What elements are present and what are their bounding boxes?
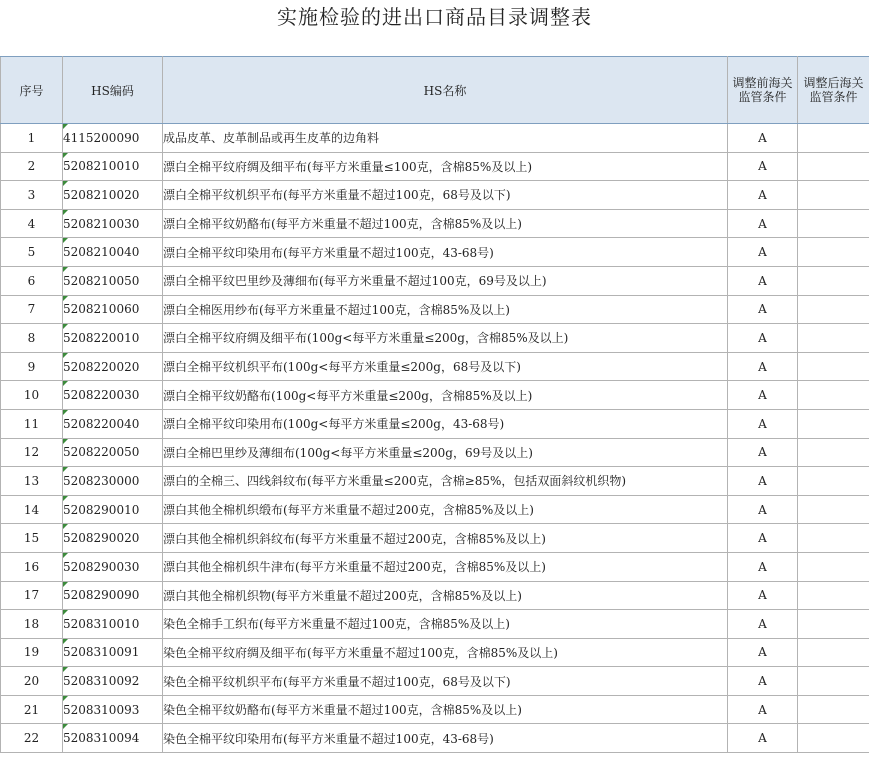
cell-before-condition[interactable]: A xyxy=(728,524,798,553)
cell-before-condition[interactable]: A xyxy=(728,610,798,639)
table-row xyxy=(1,381,869,410)
header-row xyxy=(1,57,869,124)
cell-hs-name[interactable]: 染色全棉平纹奶酪布(每平方米重量不超过100克，含棉85%及以上) xyxy=(163,695,728,724)
cell-hs-name[interactable]: 染色全棉平纹印染用布(每平方米重量不超过100克，43-68号) xyxy=(163,724,728,753)
table-row xyxy=(1,124,869,153)
cell-hs-code[interactable]: 5208230000 xyxy=(63,467,163,496)
cell-no[interactable]: 16 xyxy=(1,552,63,581)
table-row xyxy=(1,524,869,553)
cell-hs-name[interactable]: 漂白全棉平纹府绸及细平布(100g<每平方米重量≤200g，含棉85%及以上) xyxy=(163,324,728,353)
cell-before-condition[interactable]: A xyxy=(728,724,798,753)
cell-no[interactable]: 21 xyxy=(1,695,63,724)
cell-after-condition[interactable] xyxy=(798,495,869,524)
cell-after-condition[interactable] xyxy=(798,295,869,324)
cell-before-condition[interactable]: A xyxy=(728,324,798,353)
catalog-table xyxy=(0,56,869,753)
cell-before-condition[interactable]: A xyxy=(728,238,798,267)
cell-hs-name[interactable]: 成品皮革、皮革制品或再生皮革的边角料 xyxy=(163,124,728,153)
cell-after-condition[interactable] xyxy=(798,610,869,639)
table-row xyxy=(1,638,869,667)
cell-hs-code[interactable]: 5208210030 xyxy=(63,209,163,238)
cell-hs-name[interactable]: 漂白其他全棉机织物(每平方米重量不超过200克，含棉85%及以上) xyxy=(163,581,728,610)
cell-hs-code[interactable]: 5208290010 xyxy=(63,495,163,524)
cell-no[interactable]: 19 xyxy=(1,638,63,667)
cell-no[interactable]: 17 xyxy=(1,581,63,610)
header-after-condition[interactable]: 调整后海关监管条件 xyxy=(798,57,869,124)
cell-hs-name[interactable]: 漂白全棉平纹巴里纱及薄细布(每平方米重量不超过100克，69号及以上) xyxy=(163,266,728,295)
cell-no[interactable]: 10 xyxy=(1,381,63,410)
table-row xyxy=(1,695,869,724)
cell-hs-code[interactable]: 5208220010 xyxy=(63,324,163,353)
cell-no[interactable]: 13 xyxy=(1,467,63,496)
cell-hs-code[interactable]: 5208310092 xyxy=(63,667,163,696)
cell-hs-code[interactable]: 5208210010 xyxy=(63,152,163,181)
table-body xyxy=(1,124,869,753)
cell-before-condition[interactable]: A xyxy=(728,181,798,210)
cell-hs-name[interactable]: 漂白全棉巴里纱及薄细布(100g<每平方米重量≤200g，69号及以上) xyxy=(163,438,728,467)
cell-before-condition[interactable]: A xyxy=(728,381,798,410)
cell-hs-name[interactable]: 染色全棉手工织布(每平方米重量不超过100克，含棉85%及以上) xyxy=(163,610,728,639)
cell-hs-name[interactable]: 漂白全棉平纹奶酪布(每平方米重量不超过100克，含棉85%及以上) xyxy=(163,209,728,238)
cell-before-condition[interactable]: A xyxy=(728,667,798,696)
header-hs-code[interactable]: HS编码 xyxy=(63,57,163,124)
cell-hs-code[interactable]: 5208220020 xyxy=(63,352,163,381)
table-row xyxy=(1,152,869,181)
header-no[interactable]: 序号 xyxy=(1,57,63,124)
cell-after-condition[interactable] xyxy=(798,324,869,353)
cell-after-condition[interactable] xyxy=(798,581,869,610)
cell-hs-code[interactable]: 5208290020 xyxy=(63,524,163,553)
cell-no[interactable]: 2 xyxy=(1,152,63,181)
table-row xyxy=(1,352,869,381)
cell-after-condition[interactable] xyxy=(798,552,869,581)
cell-before-condition[interactable]: A xyxy=(728,495,798,524)
cell-no[interactable]: 8 xyxy=(1,324,63,353)
cell-no[interactable]: 7 xyxy=(1,295,63,324)
cell-hs-name[interactable]: 漂白全棉平纹机织平布(100g<每平方米重量≤200g，68号及以下) xyxy=(163,352,728,381)
cell-no[interactable]: 20 xyxy=(1,667,63,696)
cell-after-condition[interactable] xyxy=(798,438,869,467)
cell-hs-name[interactable]: 染色全棉平纹府绸及细平布(每平方米重量不超过100克，含棉85%及以上) xyxy=(163,638,728,667)
cell-after-condition[interactable] xyxy=(798,381,869,410)
cell-before-condition[interactable]: A xyxy=(728,438,798,467)
cell-before-condition[interactable]: A xyxy=(728,266,798,295)
cell-hs-name[interactable]: 漂白全棉平纹奶酪布(100g<每平方米重量≤200g，含棉85%及以上) xyxy=(163,381,728,410)
cell-hs-code[interactable]: 5208220030 xyxy=(63,381,163,410)
header-before-condition[interactable]: 调整前海关监管条件 xyxy=(728,57,798,124)
table-row xyxy=(1,495,869,524)
cell-after-condition[interactable] xyxy=(798,124,869,153)
cell-before-condition[interactable]: A xyxy=(728,209,798,238)
cell-before-condition[interactable]: A xyxy=(728,295,798,324)
cell-no[interactable]: 11 xyxy=(1,409,63,438)
cell-hs-name[interactable]: 漂白其他全棉机织缎布(每平方米重量不超过200克，含棉85%及以上) xyxy=(163,495,728,524)
cell-after-condition[interactable] xyxy=(798,638,869,667)
cell-hs-code[interactable]: 5208210050 xyxy=(63,266,163,295)
cell-hs-code[interactable]: 4115200090 xyxy=(63,124,163,153)
cell-no[interactable]: 14 xyxy=(1,495,63,524)
cell-after-condition[interactable] xyxy=(798,695,869,724)
cell-hs-name[interactable]: 漂白全棉平纹印染用布(每平方米重量不超过100克，43-68号) xyxy=(163,238,728,267)
cell-hs-name[interactable]: 漂白全棉平纹府绸及细平布(每平方米重量≤100克，含棉85%及以上) xyxy=(163,152,728,181)
cell-no[interactable]: 12 xyxy=(1,438,63,467)
cell-no[interactable]: 3 xyxy=(1,181,63,210)
cell-hs-code[interactable]: 5208310010 xyxy=(63,610,163,639)
cell-no[interactable]: 1 xyxy=(1,124,63,153)
cell-no[interactable]: 6 xyxy=(1,266,63,295)
cell-after-condition[interactable] xyxy=(798,152,869,181)
cell-after-condition[interactable] xyxy=(798,724,869,753)
cell-hs-code[interactable]: 5208310091 xyxy=(63,638,163,667)
table-row xyxy=(1,724,869,753)
cell-no[interactable]: 4 xyxy=(1,209,63,238)
cell-hs-name[interactable]: 漂白其他全棉机织斜纹布(每平方米重量不超过200克，含棉85%及以上) xyxy=(163,524,728,553)
cell-after-condition[interactable] xyxy=(798,409,869,438)
cell-after-condition[interactable] xyxy=(798,209,869,238)
cell-after-condition[interactable] xyxy=(798,266,869,295)
cell-no[interactable]: 18 xyxy=(1,610,63,639)
cell-hs-name[interactable]: 漂白全棉医用纱布(每平方米重量不超过100克，含棉85%及以上) xyxy=(163,295,728,324)
cell-hs-code[interactable]: 5208310094 xyxy=(63,724,163,753)
cell-before-condition[interactable]: A xyxy=(728,695,798,724)
cell-no[interactable]: 5 xyxy=(1,238,63,267)
cell-hs-name[interactable]: 漂白其他全棉机织牛津布(每平方米重量不超过200克，含棉85%及以上) xyxy=(163,552,728,581)
cell-before-condition[interactable]: A xyxy=(728,581,798,610)
table-row xyxy=(1,181,869,210)
cell-after-condition[interactable] xyxy=(798,524,869,553)
cell-hs-name[interactable]: 漂白全棉平纹印染用布(100g<每平方米重量≤200g，43-68号) xyxy=(163,409,728,438)
table-row xyxy=(1,581,869,610)
cell-hs-name[interactable]: 漂白的全棉三、四线斜纹布(每平方米重量≤200克，含棉≥85%，包括双面斜纹机织物) xyxy=(163,467,728,496)
table-row xyxy=(1,409,869,438)
table-row xyxy=(1,266,869,295)
page-title: 实施检验的进出口商品目录调整表 xyxy=(277,5,592,29)
header-hs-name[interactable]: HS名称 xyxy=(163,57,728,124)
cell-after-condition[interactable] xyxy=(798,667,869,696)
cell-before-condition[interactable]: A xyxy=(728,552,798,581)
cell-before-condition[interactable]: A xyxy=(728,124,798,153)
cell-no[interactable]: 15 xyxy=(1,524,63,553)
cell-before-condition[interactable]: A xyxy=(728,152,798,181)
cell-hs-code[interactable]: 5208220040 xyxy=(63,409,163,438)
table-row xyxy=(1,610,869,639)
table-row xyxy=(1,238,869,267)
cell-before-condition[interactable]: A xyxy=(728,409,798,438)
cell-hs-code[interactable]: 5208210020 xyxy=(63,181,163,210)
cell-no[interactable]: 9 xyxy=(1,352,63,381)
table-row xyxy=(1,467,869,496)
table-row xyxy=(1,667,869,696)
cell-hs-name[interactable]: 染色全棉平纹机织平布(每平方米重量不超过100克，68号及以下) xyxy=(163,667,728,696)
cell-hs-code[interactable]: 5208210060 xyxy=(63,295,163,324)
cell-hs-name[interactable]: 漂白全棉平纹机织平布(每平方米重量不超过100克，68号及以下) xyxy=(163,181,728,210)
cell-after-condition[interactable] xyxy=(798,467,869,496)
cell-after-condition[interactable] xyxy=(798,352,869,381)
cell-before-condition[interactable]: A xyxy=(728,638,798,667)
table-row xyxy=(1,295,869,324)
cell-hs-code[interactable]: 5208290090 xyxy=(63,581,163,610)
cell-hs-code[interactable]: 5208310093 xyxy=(63,695,163,724)
cell-hs-code[interactable]: 5208290030 xyxy=(63,552,163,581)
cell-before-condition[interactable]: A xyxy=(728,467,798,496)
cell-before-condition[interactable]: A xyxy=(728,352,798,381)
cell-no[interactable]: 22 xyxy=(1,724,63,753)
table-row xyxy=(1,552,869,581)
cell-hs-code[interactable]: 5208220050 xyxy=(63,438,163,467)
table-row xyxy=(1,438,869,467)
table-row xyxy=(1,324,869,353)
cell-after-condition[interactable] xyxy=(798,181,869,210)
table-row xyxy=(1,209,869,238)
cell-after-condition[interactable] xyxy=(798,238,869,267)
cell-hs-code[interactable]: 5208210040 xyxy=(63,238,163,267)
